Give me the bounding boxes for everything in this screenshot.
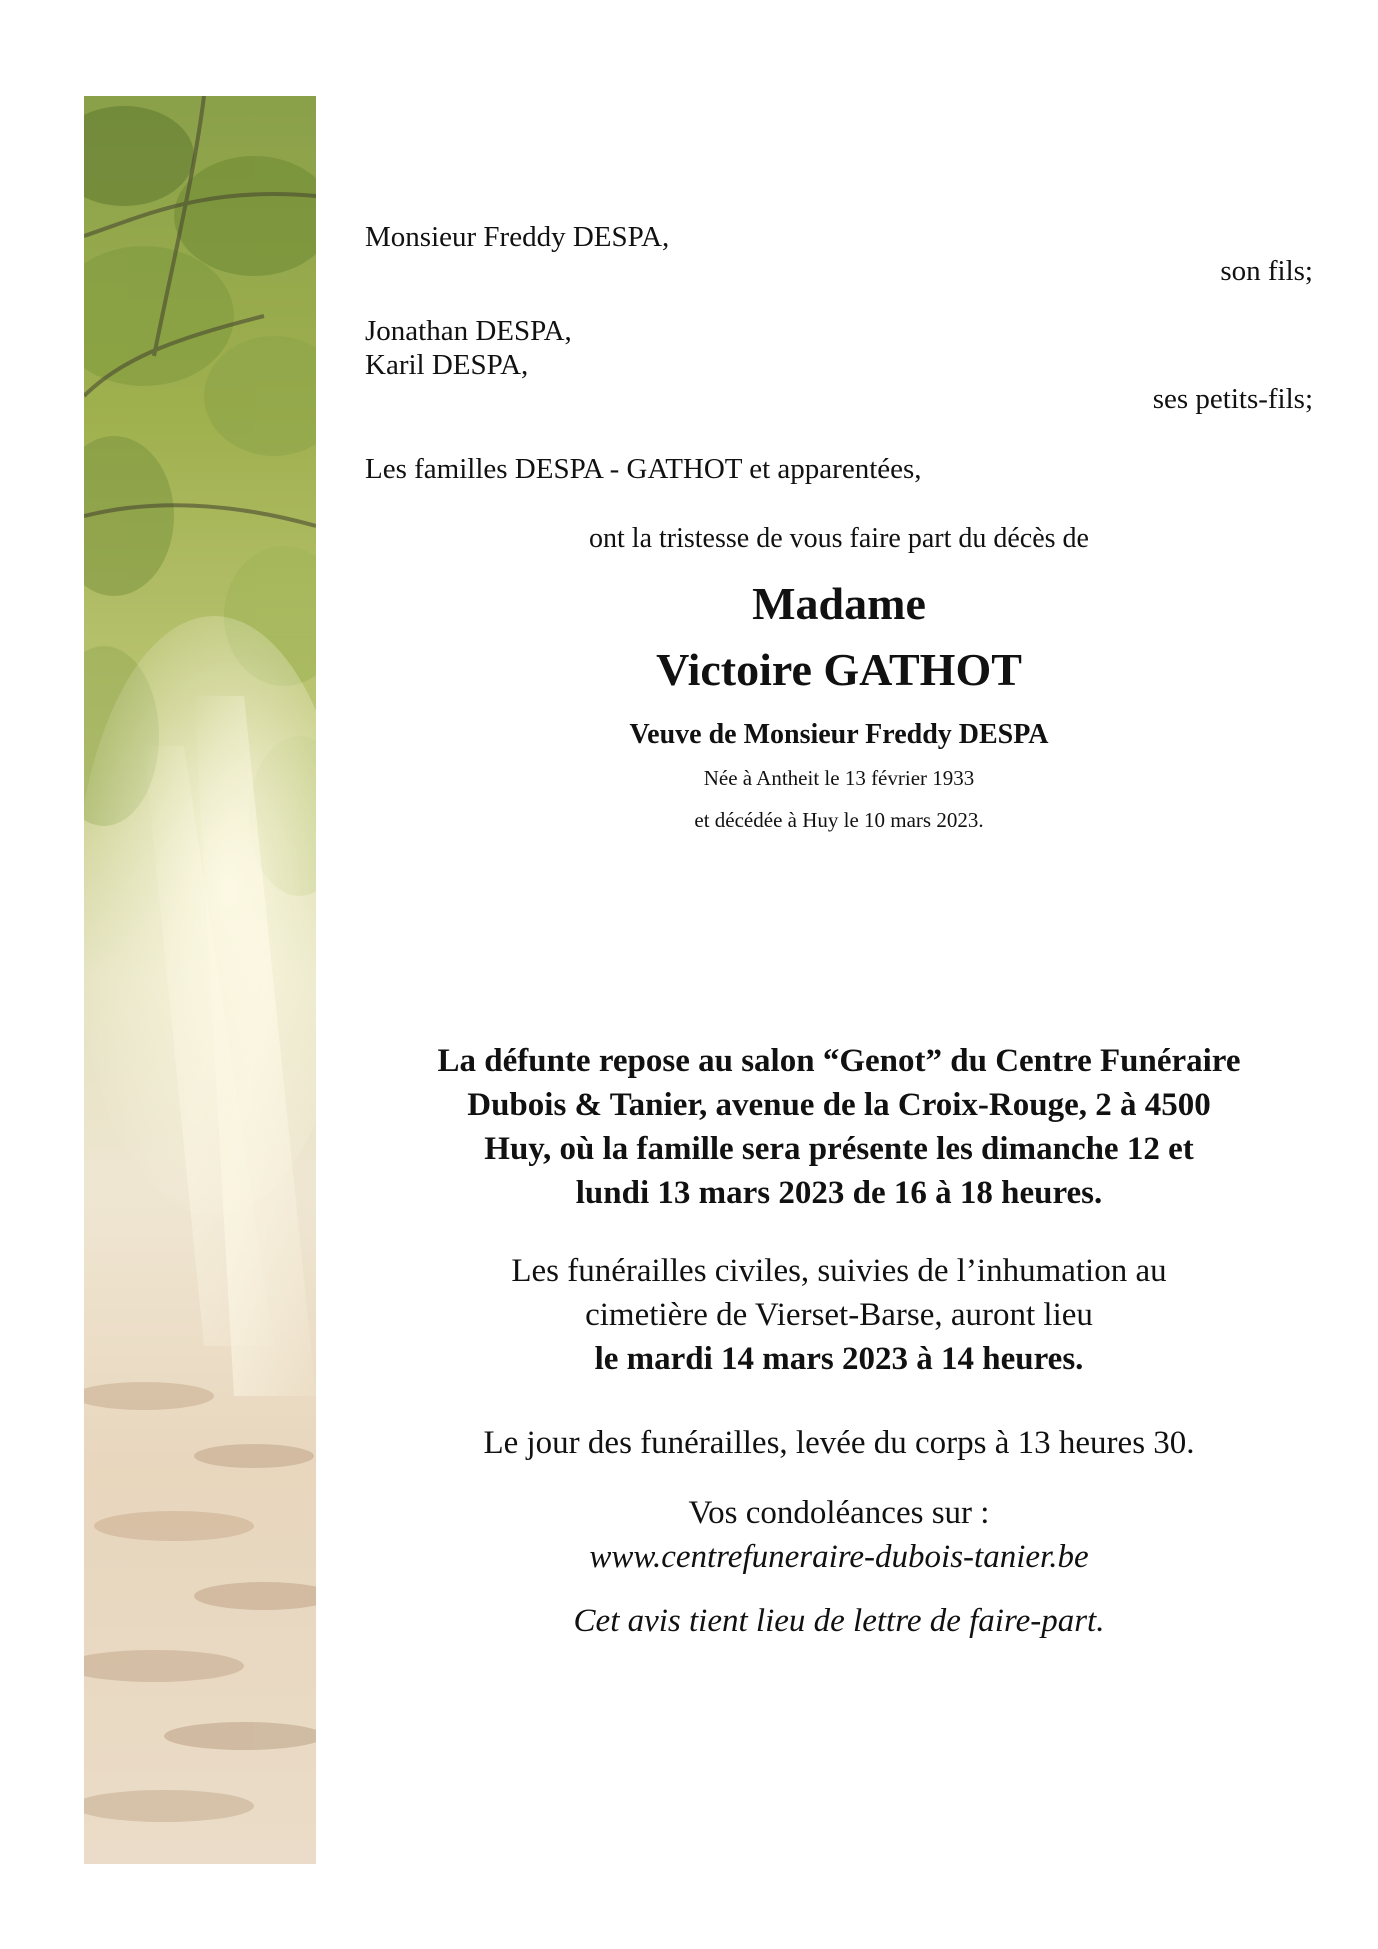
birth-info: Née à Antheit le 13 février 1933: [703, 766, 975, 790]
condolences-label: Vos condoléances sur :: [688, 1495, 990, 1531]
families-line: Les familles DESPA - GATHOT et apparentées,: [365, 453, 922, 485]
death-info: et décédée à Huy le 10 mars 2023.: [694, 808, 984, 832]
funeral-line: Les funérailles civiles, suivies de l’inhumation au: [511, 1253, 1167, 1289]
funeral-date: le mardi 14 mars 2023 à 14 heures.: [594, 1341, 1084, 1377]
deceased-name: Victoire GATHOT: [656, 644, 1022, 695]
condolences-website-link[interactable]: www.centrefuneraire-dubois-tanier.be: [589, 1539, 1089, 1575]
announcement: ont la tristesse de vous faire part du décès de: [589, 523, 1089, 554]
grandsons-relation: ses petits-fils;: [1152, 383, 1313, 415]
visitation-line: Dubois & Tanier, avenue de la Croix-Rouge, 2 à 4500: [467, 1087, 1211, 1123]
funeral-info: [365, 1249, 1313, 1381]
grandson-name: Karil DESPA,: [365, 349, 529, 381]
visitation-line: La défunte repose au salon “Genot” du Centre Funéraire: [437, 1043, 1241, 1079]
forest-path-illustration: [84, 96, 316, 1864]
widow-of: Veuve de Monsieur Freddy DESPA: [629, 719, 1049, 750]
visitation-line: lundi 13 mars 2023 de 16 à 18 heures.: [575, 1175, 1103, 1211]
funeral-line: cimetière de Vierset-Barse, auront lieu: [585, 1297, 1093, 1333]
visitation-info: [365, 1039, 1313, 1215]
body-lift-info: Le jour des funérailles, levée du corps à 13 heures 30.: [483, 1425, 1195, 1461]
condolences-block: [365, 1491, 1313, 1579]
son-relation: son fils;: [1220, 255, 1313, 287]
son-name: Monsieur Freddy DESPA,: [365, 221, 670, 253]
visitation-line: Huy, où la famille sera présente les dimanche 12 et: [484, 1131, 1194, 1167]
forest-path-photo: [84, 96, 316, 1864]
grandson-name: Jonathan DESPA,: [365, 315, 572, 347]
notice-text: Cet avis tient lieu de lettre de faire-part.: [573, 1603, 1105, 1639]
death-notice: [365, 220, 1313, 1643]
deceased-honorific: Madame: [752, 578, 926, 629]
